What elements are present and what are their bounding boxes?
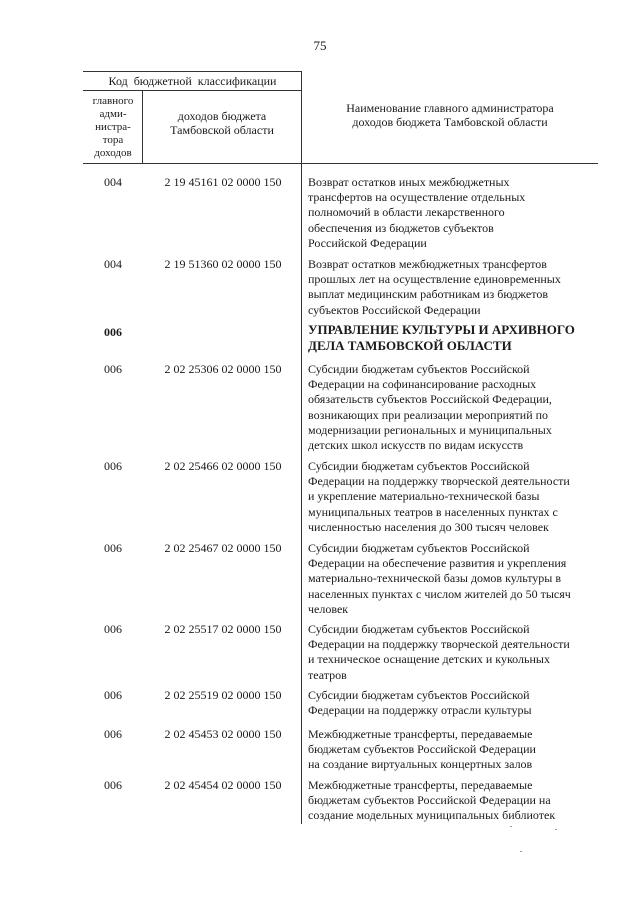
table-row-5-code: 2 02 25466 02 0000 150 [164, 459, 282, 473]
table-row-7-admin: 006 [104, 622, 122, 636]
scan-speck [510, 826, 512, 827]
table-row-2-admin: 004 [104, 257, 122, 271]
header-col-revenue: доходов бюджета Тамбовской области [170, 109, 274, 137]
table-row-10-admin: 006 [104, 778, 122, 792]
header-col-admin: главного адми- нистра- тора доходов [92, 95, 134, 159]
table-row-10-name: Межбюджетные трансферты, передаваемые бюджетам субъектов Российской Федерации на создание модельных муниципальных библиотек [308, 778, 556, 823]
page-number: 75 [313, 38, 327, 53]
header-group-divider [83, 90, 302, 91]
table-row-3-admin: 006 [104, 325, 122, 339]
header-code-group: Код бюджетной классификации [108, 74, 277, 88]
table-row-8-admin: 006 [104, 688, 122, 702]
table-row-1-admin: 004 [104, 175, 122, 189]
table-row-7-code: 2 02 25517 02 0000 150 [164, 622, 282, 636]
scan-speck [555, 829, 557, 830]
header-col-name: Наименование главного администратора доходов бюджета Тамбовской области [346, 101, 554, 129]
table-row-1-code: 2 19 45161 02 0000 150 [164, 175, 282, 189]
table-row-7-name: Субсидии бюджетам субъектов Российской Федерации на поддержку творческой деятельности и техническое оснащение детских и кукольных театров [308, 622, 570, 682]
table-top-border [83, 71, 302, 72]
table-row-8-name: Субсидии бюджетам субъектов Российской Федерации на поддержку отрасли культуры [308, 688, 532, 718]
table-row-1-name: Возврат остатков иных межбюджетных трансфертов на осуществление отдельных полномочий в области лекарственного обеспечения из бюджетов субъектов Российской Федерации [308, 175, 526, 250]
table-row-6-name: Субсидии бюджетам субъектов Российской Федерации на обеспечение развития и укрепления материально-технической базы домов культуры в населенных пунктах с числом жителей до 50 тысяч человек [308, 541, 571, 616]
name-column-border [301, 71, 302, 824]
table-row-3-name: УПРАВЛЕНИЕ КУЛЬТУРЫ И АРХИВНОГО ДЕЛА ТАМБОВСКОЙ ОБЛАСТИ [308, 322, 575, 353]
table-row-2-name: Возврат остатков межбюджетных трансфертов прошлых лет на осуществление единовременных выплат медицинским работникам из бюджетов субъектов Российской Федерации [308, 257, 561, 317]
table-row-5-admin: 006 [104, 459, 122, 473]
table-row-4-name: Субсидии бюджетам субъектов Российской Федерации на софинансирование расходных обязательств субъектов Российской Федерации, возникающих при реализации мероприятий по модернизации региональных и муниципальных детских школ искусств по видам искусств [308, 362, 552, 453]
table-row-2-code: 2 19 51360 02 0000 150 [164, 257, 282, 271]
table-row-9-name: Межбюджетные трансферты, передаваемые бюджетам субъектов Российской Федерации на создание виртуальных концертных залов [308, 727, 536, 772]
table-row-6-admin: 006 [104, 541, 122, 555]
table-row-6-code: 2 02 25467 02 0000 150 [164, 541, 282, 555]
table-row-10-code: 2 02 45454 02 0000 150 [164, 778, 282, 792]
table-row-9-admin: 006 [104, 727, 122, 741]
scan-speck [520, 851, 522, 852]
table-row-8-code: 2 02 25519 02 0000 150 [164, 688, 282, 702]
table-row-4-admin: 006 [104, 362, 122, 376]
table-row-9-code: 2 02 45453 02 0000 150 [164, 727, 282, 741]
header-bottom-border [83, 163, 598, 164]
table-row-4-code: 2 02 25306 02 0000 150 [164, 362, 282, 376]
table-row-5-name: Субсидии бюджетам субъектов Российской Федерации на поддержку творческой деятельности и укрепление материально-технической базы муниципальных театров в населенных пунктах с численностью населения до 300 тысяч человек [308, 459, 570, 534]
